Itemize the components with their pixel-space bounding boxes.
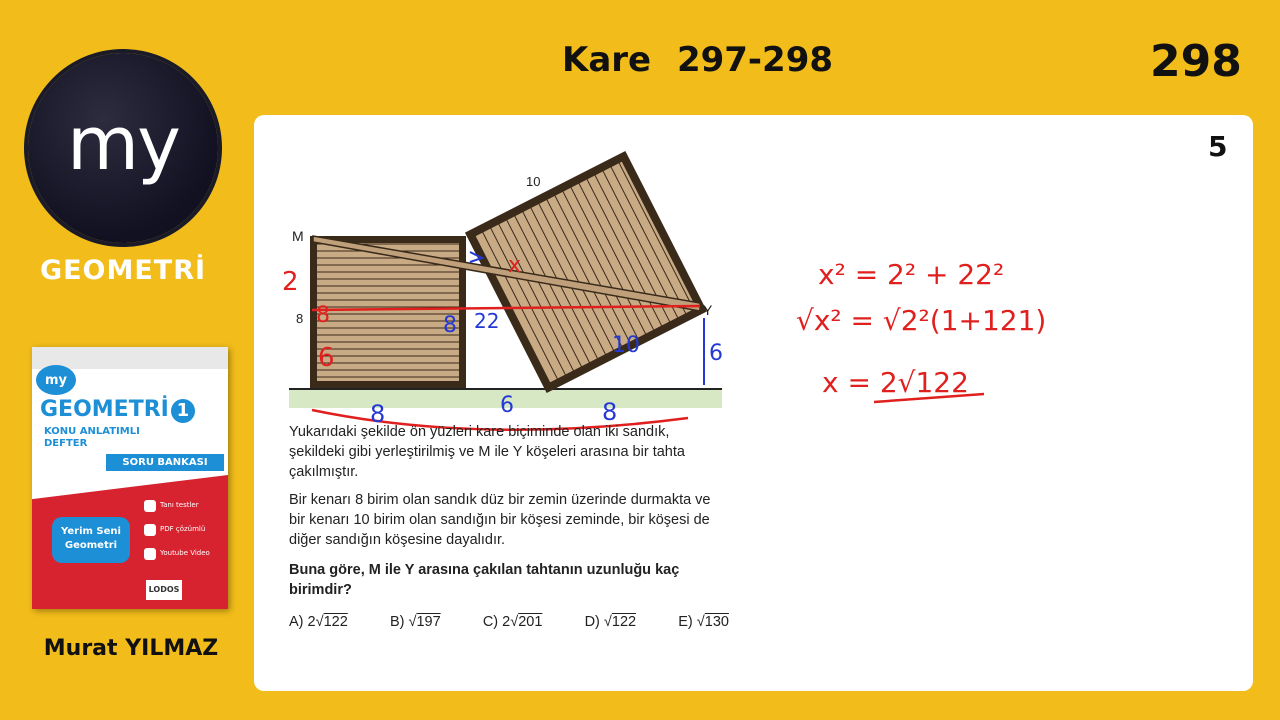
equation-1: x² = 2² + 22²	[818, 258, 1005, 291]
choice-e-label: E)	[678, 614, 697, 630]
question-paragraph-3: Buna göre, M ile Y arasına çakılan tahtanın uzunluğu kaç birimdir?	[289, 562, 680, 598]
book-subtitle-1: KONU ANLATIMLI	[44, 426, 140, 437]
equation-2: √x² = √2²(1+121)	[796, 304, 1047, 337]
book-subtitle-2: DEFTER	[44, 438, 88, 449]
choice-c[interactable]: C) 2√201	[482, 614, 543, 630]
choice-b-label: B)	[389, 614, 409, 630]
logo-text: my	[67, 101, 179, 187]
answer-choices	[289, 614, 729, 630]
choice-b-root: 197	[416, 614, 441, 630]
choice-a-root: 122	[323, 614, 348, 630]
question-paragraph-1: Yukarıdaki şekilde ön yüzleri kare biçiminde olan iki sandık, şekildeki gibi yerleştirilmiş ve M ile Y köşeleri arasına bir tahta çakılmıştır.	[289, 424, 685, 480]
note-x: x	[508, 253, 522, 278]
choice-e-root: 130	[704, 614, 729, 630]
note-right-10: 10	[612, 333, 640, 358]
note-left-8: 8	[316, 303, 330, 328]
choice-a[interactable]: A) 2√122	[289, 614, 348, 630]
equation-3: x = 2√122	[822, 366, 969, 399]
book-feature-3: Youtube Video	[160, 549, 210, 557]
brand-name: GEOMETRİ	[39, 255, 207, 286]
label-8: 8	[296, 311, 304, 326]
label-10: 10	[526, 174, 541, 189]
note-bottom-8a: 8	[370, 400, 386, 428]
book-title-text: GEOMETRİ	[40, 397, 169, 422]
choice-d-root: 122	[611, 614, 637, 630]
choice-c-root: 201	[518, 614, 543, 630]
choice-c-label: C) 2	[482, 614, 511, 630]
note-right-6: 6	[709, 341, 723, 366]
label-m: M	[292, 228, 304, 244]
choice-b[interactable]: B) √197	[389, 614, 441, 630]
note-bottom-6: 6	[500, 393, 514, 418]
question-paragraph-2: Bir kenarı 8 birim olan sandık düz bir zemin üzerinde durmakta ve bir kenarı 10 birim olan sandığın bir köşesi zeminde, bir köşesi de diğer sandığın köşesine dayalıdır.	[289, 492, 711, 548]
note-bottom-8b: 8	[602, 398, 618, 426]
slogan-line-2: Geometri	[64, 540, 118, 551]
slogan-line-1: Yerim Seni	[61, 526, 121, 537]
choice-d-label: D)	[584, 614, 604, 630]
choice-a-label: A) 2	[289, 614, 316, 630]
page-title: Kare 297-298	[562, 40, 834, 80]
book-band: SORU BANKASI	[106, 454, 224, 471]
author-name: Murat YILMAZ	[43, 636, 219, 661]
choice-d[interactable]: D) √122	[584, 614, 637, 630]
question-number: 5	[1208, 130, 1228, 163]
book-my-badge: my	[36, 365, 76, 395]
book-volume: 1	[171, 399, 195, 423]
book-feature-1: Tanı testler	[160, 501, 199, 509]
label-y: Y	[703, 302, 713, 318]
note-left-6: 6	[318, 343, 335, 373]
page-number: 298	[1150, 36, 1242, 87]
choice-e[interactable]: E) √130	[678, 614, 729, 630]
publisher-logo: LODOS	[146, 580, 182, 600]
book-feature-2: PDF çözümlü	[160, 525, 206, 533]
note-mid-8: 8	[443, 313, 457, 338]
note-left-2: 2	[282, 267, 299, 297]
note-mid-22: 22	[474, 309, 500, 333]
